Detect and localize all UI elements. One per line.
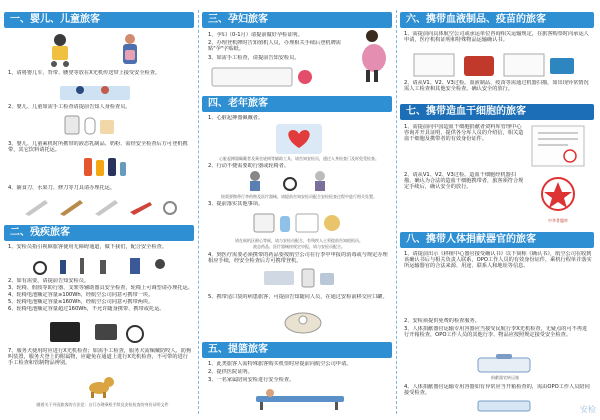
section-title-infant-child: 一、婴儿、儿童旅客 (4, 12, 194, 28)
s8-item-2: 2、安检须提供免费的检查服务。 (404, 318, 480, 324)
infant-stroller-illustration (40, 32, 80, 68)
s7-item-1: 1、需提前向中国造血干细胞捐献者资料库管理中心咨询并开具证明，提供各分库人员的介绍信，相关造血干细胞及携带者的有效身份证件。 (404, 124, 524, 143)
s4-note-4: 液态药品、医疗器械按规定申报，请与安检员配合。 (253, 244, 345, 249)
stem-cell-document (528, 124, 588, 168)
organ-box-illustration-2 (474, 398, 534, 412)
section-title-disabled: 二、残疾旅客 (4, 225, 194, 241)
s6-item-2: 2、请从V1、V2、V3过检。血液制品、疫苗等需通过机器扫描，如出现异常情况需人工检查和其他安全检查。确认安全的放行。 (404, 80, 589, 93)
service-dog-illustration (85, 374, 115, 398)
s2-item-7: 7、服务犬使用时应进行X光机检查；如需手工检查，服务犬需佩戴防咬人、防狗叫装置，服务犬登上的附属物，应避免在通道上进行X光机检查，不可带的进行手工检查和管制物品辨别。 (8, 348, 192, 367)
ostomy-bag-illustration (280, 310, 326, 336)
s7-item-2: 2、请从V1、V2、V3过检。造血干细胞经机器扫描，确认为合法的造血干细胞携带者，旅客须符合规定手续后，确认安全的放行。 (404, 172, 524, 191)
s8-item-3: 3、人体捐献器官运输专用容器应当接受民航行李X光机检查，无疑点的可不再进行开箱检查，OPO工作人员的其他行李、物品应按照规定接受安全检查。 (404, 326, 588, 339)
s2-note: 随着关于外国旅客的方法论：自行办理乘机手续及安检检查的身份证明文件 (36, 402, 169, 407)
organ-transport-box (474, 354, 534, 374)
s5-item-2: 2、提供医院证明。 (208, 369, 253, 375)
s8-item-4: 4、人体捐献器官运输专用容器如有异常应当开箱检查的，需由OPO工作人员陪同接受检查。 (404, 384, 590, 397)
s3-item-3: 3、如需手工检查，请提前告知安检员。 (208, 55, 300, 61)
s4-note-1: 心脏起搏器佩戴者及乘坐轮椅等辅助工具，请告知安检员，通过人身检查门及时免受检查。 (219, 156, 379, 161)
pacemaker-heart-icon (276, 124, 322, 154)
s2-item-5: 5、轮椅电池额定容量≤160Wh，经航空公司同意可携带两块。 (8, 299, 154, 305)
drinks-illustration (80, 156, 130, 178)
s2-item-4: 4、轮椅电池额定容量≥100Wh，经航空公司同意可携带一块。 (8, 292, 154, 298)
s4-item-3: 3、提前落实其他事项。 (208, 201, 264, 207)
s4-item-5: 5、携带适口袋的病患旅客，可提前告知随同人员，在通过安检前移交应口罐。 (208, 294, 388, 300)
column-divider-1 (198, 10, 199, 414)
s3-item-2: 2、办理登机牌时告知值机人员，办理相关手续后登机牌需贴"孕"字贴纸。 (208, 40, 341, 53)
wheelchair-battery-illustration (40, 318, 160, 344)
organ-box-caption: 捐献器官转运箱 (491, 375, 519, 380)
section-title-elderly: 四、老年旅客 (202, 96, 392, 112)
s2-item-1: 1、安检员指引视障旅客使用无障碍通道，做下我们，配合安全检查。 (8, 244, 167, 250)
pregnant-woman-illustration (352, 28, 392, 84)
s2-item-2: 2、如有需要，请提前告知安检员。 (8, 278, 90, 284)
marrow-bank-label: 中华骨髓库 (548, 218, 568, 223)
section-title-stem-cell: 七、携带造血干细胞的旅客 (400, 104, 594, 120)
s8-item-1: 1、请提前出示《移植中心器官接受确认书》以下简称《确认书》，航空公司在收到该确认书后与相关负责人联系，OPO工作人员的有效身份证件，乘机行程单并落实所运输器官的合法来源、用途、联系人和地址等信息。 (404, 251, 592, 270)
s1-item-4: 4、铺食刀、水果刀、修刀等刀具请办理托运。 (8, 185, 116, 191)
section-title-stretcher: 五、提篮旅客 (202, 342, 392, 358)
s5-item-1: 1、此类旅客人需特殊旅客购买机票时应提前向航空公司申请。 (208, 361, 352, 367)
medicine-illustration (250, 210, 350, 236)
watermark: 安检 (580, 405, 596, 414)
s4-item-2: 2、行动不便需要助行器或轮椅者。 (208, 163, 290, 169)
s4-item-1: 1、心脏起搏器佩戴者。 (208, 115, 264, 121)
s1-item-1: 1、请将婴儿车、背带、腰凳等放在X光机传送带上接受安全检查。 (8, 70, 161, 76)
s6-item-1: 1、需提前向具体航空公司或承运单位咨询相关运输规定，在旅客购票时向承运人申请，医疗机构证明和特殊物品运输确认书。 (404, 31, 589, 44)
s1-item-3: 3、婴儿、儿童乘机时所携带的液态乳制品、奶粉、需经安全检查后方可登机携带，其它饮料请托运。 (8, 141, 188, 154)
s2-item-6: 6、轮椅电池额定容量超过160Wh，不允许随身携带、携带或托运。 (8, 306, 165, 312)
s2-item-3: 3、轮椅、假肢等助行器、支架等辅助器具安全检查，轮椅上可调型请办理托运。 (8, 285, 193, 291)
s5-item-3: 3、一名家属陪同安检进行安全检查。 (208, 377, 295, 383)
column-divider-2 (396, 10, 397, 414)
section-title-blood-vaccine: 六、携带血液制品、疫苗的旅客 (400, 12, 594, 28)
baby-carrier-illustration (110, 32, 150, 68)
blood-product-documents (410, 52, 580, 78)
marrow-bank-seal (528, 174, 588, 220)
wheelchair-check-scene (20, 254, 180, 276)
boarding-pass-sticker (210, 66, 340, 88)
medical-device-illustration (260, 267, 340, 289)
s1-item-2: 2、婴儿、儿童如需手工检查请提前告知人身检查员。 (8, 104, 131, 110)
section-title-pregnant: 三、孕妇旅客 (202, 12, 392, 28)
s3-item-1: 1、孕妇（0-1月）请提前做好孕检证明。 (208, 32, 303, 38)
s4-item-4: 4、到医疗需要必须携带的药品要按航空公司在行李中申报的消毒或与规定办理相应手续，经安全检查后方可携带登机。 (208, 252, 388, 265)
knives-illustration (20, 196, 185, 218)
section-title-organ-donation: 八、携带人体捐献器官的旅客 (400, 232, 594, 248)
s4-note-2: 按需要携带行李药物及医疗器械，请提前告知安检员配合安检检查过程中进行相关处置。 (221, 194, 377, 199)
s4-note-3: 请在候机区耐心等候，请与安检员配合，有残疾人士须提前告知值机员。 (235, 238, 363, 243)
stretcher-illustration (250, 388, 350, 412)
elderly-wheelchair-illustration (240, 170, 350, 192)
security-check-scene (60, 82, 130, 102)
milk-powder-illustration (60, 114, 120, 136)
